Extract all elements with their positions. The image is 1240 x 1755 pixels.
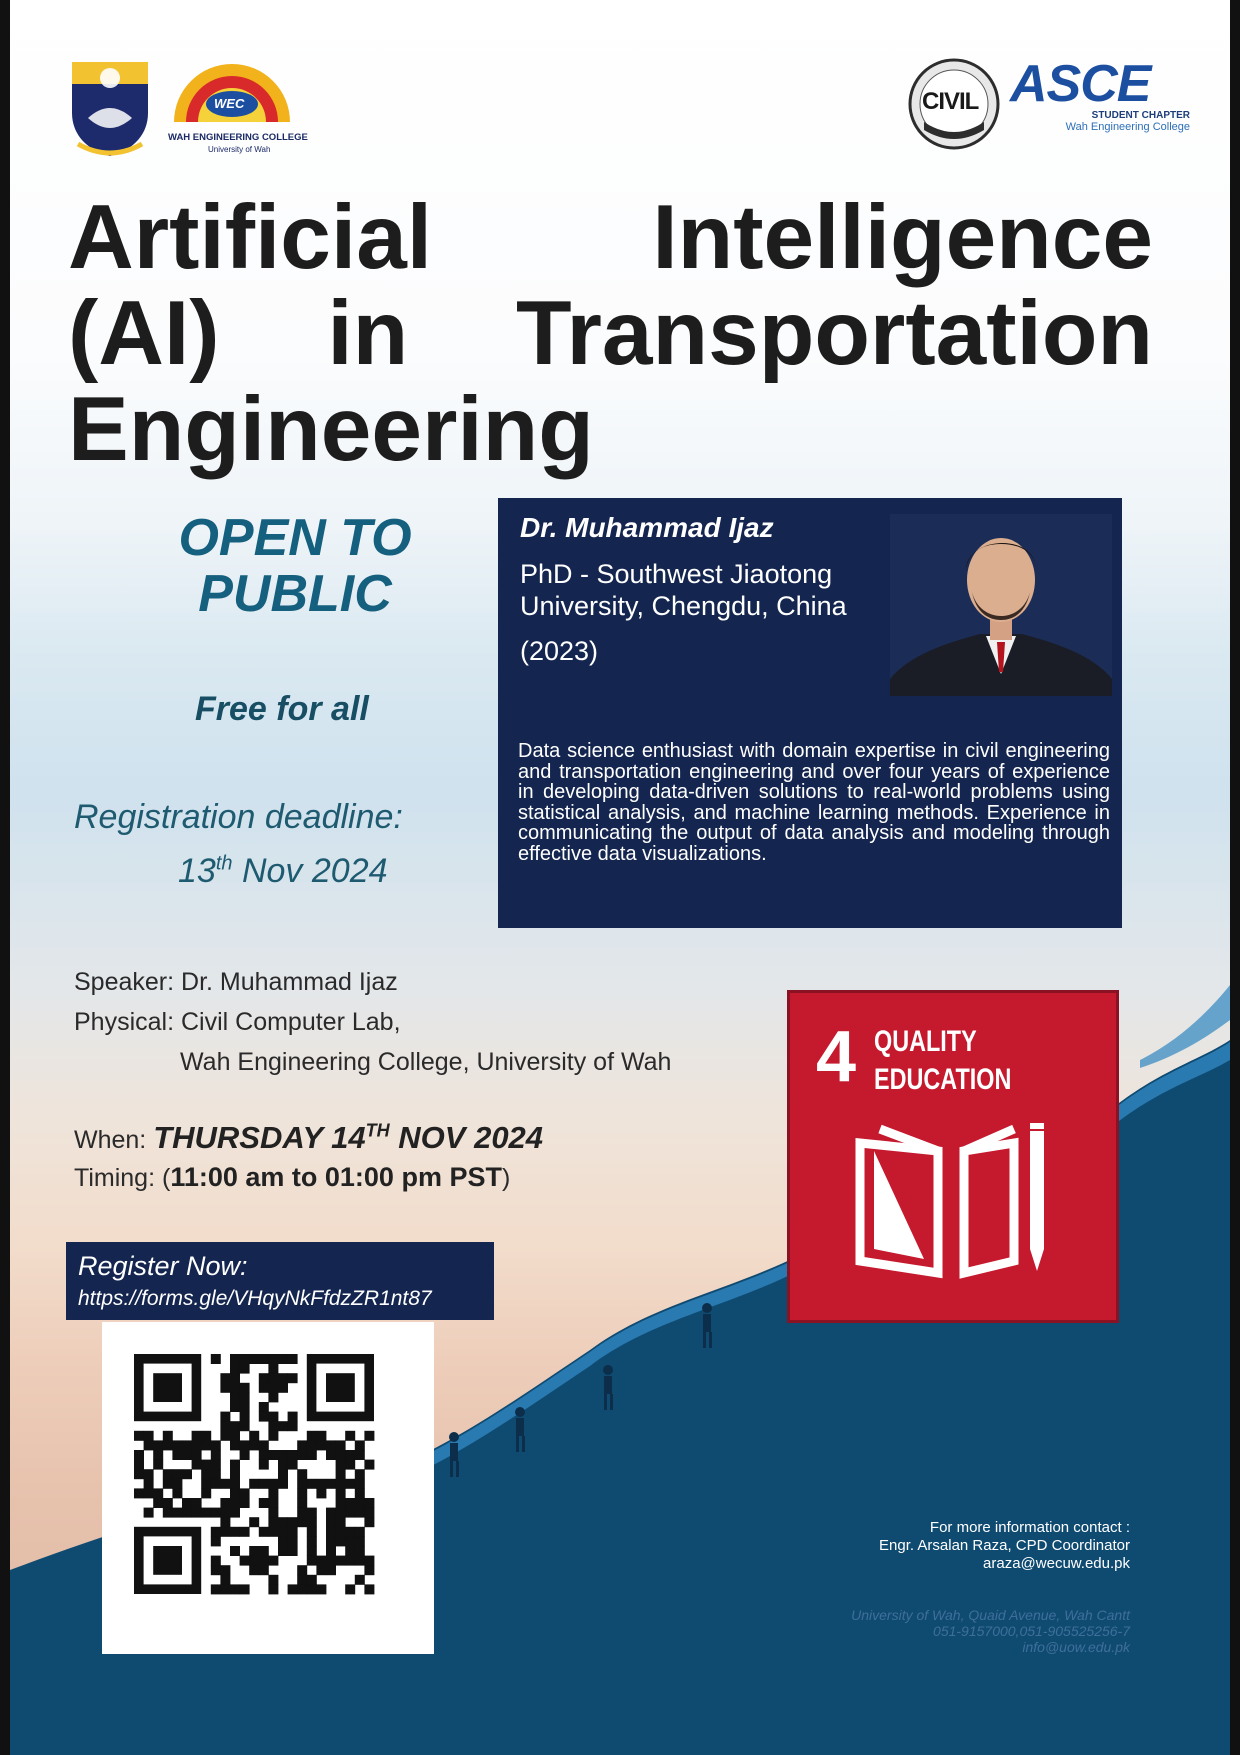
title-word: Transportation [515, 283, 1153, 384]
reg-month-year: Nov 2024 [232, 852, 388, 890]
open-line-1: OPEN TO [178, 509, 412, 567]
speaker-degree: PhD - Southwest Jiaotong University, Chengdu, China [520, 559, 847, 621]
registration-deadline-label: Registration deadline: [74, 798, 403, 836]
university-phone: 051-9157000,051-905525256-7 [933, 1623, 1130, 1639]
speaker-value: Dr. Muhammad Ijaz [181, 968, 398, 996]
asce-student-chapter: STUDENT CHAPTER [1091, 110, 1190, 121]
wah-engineering-college-logo [168, 60, 308, 160]
reg-day-suffix: th [215, 852, 233, 875]
venue-detail-line-2: Wah Engineering College, University of Wah [180, 1048, 672, 1076]
title-word: Artificial [68, 187, 433, 288]
timing-value: 11:00 am to 01:00 pm PST [170, 1162, 502, 1192]
date-day: THURSDAY 14 [153, 1120, 366, 1155]
venue-label: Physical: [74, 1008, 181, 1036]
registration-qr-code[interactable] [102, 1322, 434, 1654]
title-word: (AI) [68, 283, 220, 384]
open-line-2: PUBLIC [198, 565, 392, 623]
sdg-label-line-1: QUALITY [874, 1025, 977, 1058]
contact-info [879, 1519, 1130, 1573]
university-email[interactable]: info@uow.edu.pk [1022, 1639, 1130, 1655]
open-to-public-heading [160, 510, 430, 622]
venue-value: Civil Computer Lab, [180, 1008, 401, 1036]
sdg-4-quality-education-tile [787, 990, 1119, 1323]
event-poster [10, 0, 1230, 1755]
wec-sub-text: University of Wah [208, 145, 271, 154]
sdg-label [874, 1023, 1011, 1099]
date-detail [74, 1120, 543, 1156]
title-word: in [327, 283, 409, 384]
reg-day: 13 [178, 852, 216, 890]
title-line-3: Engineering [68, 379, 594, 480]
date-value [153, 1120, 543, 1155]
registration-deadline-date [178, 852, 388, 891]
open-book-pencil-icon [854, 1121, 1054, 1281]
register-now-label: Register Now: [78, 1251, 248, 1281]
civil-engineering-logo [908, 58, 1000, 150]
university-info [851, 1607, 1130, 1655]
timing-label: Timing: ( [74, 1164, 171, 1192]
timing-close: ) [501, 1164, 511, 1192]
sdg-label-line-2: EDUCATION [874, 1063, 1012, 1096]
speaker-degree-year: (2023) [520, 636, 599, 666]
university-address: University of Wah, Quaid Avenue, Wah Cantt [851, 1607, 1130, 1623]
date-suffix: TH [365, 1120, 390, 1141]
asce-college: Wah Engineering College [1065, 121, 1190, 133]
contact-heading: For more information contact : [929, 1519, 1130, 1536]
event-title [68, 187, 1153, 480]
speaker-bio: Data science enthusiast with domain expertise in civil engineering and transportation engineering and over four years of experience in developing data-driven solutions to real-world problems using statistical analysis, and machine learning methods. Experience in communicating the output of data analysis and modeling through effective data visualizations. [518, 740, 1110, 865]
speaker-detail [74, 968, 398, 997]
date-label: When: [74, 1126, 154, 1154]
date-month-year: NOV 2024 [389, 1120, 544, 1155]
asce-logo [1010, 55, 1190, 148]
sdg-number: 4 [816, 1017, 857, 1097]
contact-email[interactable]: araza@wecuw.edu.pk [983, 1555, 1130, 1572]
title-word: Intelligence [652, 187, 1153, 288]
register-banner [66, 1242, 494, 1320]
contact-person: Engr. Arsalan Raza, CPD Coordinator [879, 1537, 1130, 1554]
civil-logo-text: CIVIL [922, 88, 979, 115]
asce-wordmark: ASCE [1010, 55, 1151, 113]
speaker-name: Dr. Muhammad Ijaz [520, 512, 774, 543]
speaker-card [498, 498, 1122, 928]
title-line-2 [68, 283, 1153, 384]
timing-detail [74, 1162, 510, 1193]
speaker-photo [890, 514, 1112, 696]
venue-detail [74, 1008, 401, 1037]
wec-name-text: WAH ENGINEERING COLLEGE [168, 132, 308, 143]
free-for-all-text: Free for all [195, 690, 369, 728]
registration-link[interactable]: https://forms.gle/VHqyNkFfdzZR1nt87 [78, 1287, 432, 1310]
wec-badge-text: WEC [214, 96, 245, 111]
university-of-wah-logo [68, 58, 152, 158]
title-line-1 [68, 187, 1153, 288]
qr-code-graphic [102, 1322, 434, 1654]
speaker-label: Speaker: [74, 968, 182, 996]
